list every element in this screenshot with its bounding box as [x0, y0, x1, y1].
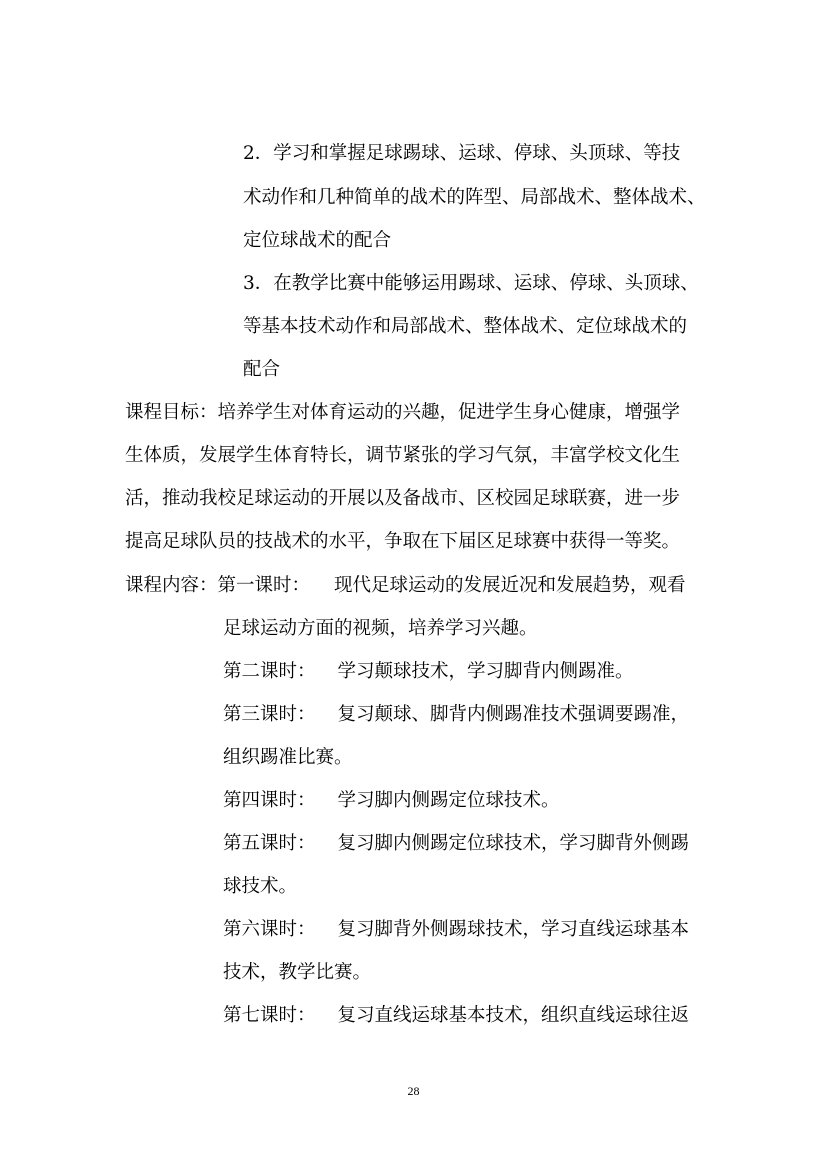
lesson-2-label: 第二课时：	[223, 661, 316, 682]
objective-3-line-2: 等基本技术动作和局部战术、整体战术、定位球战术的	[243, 316, 688, 337]
course-content-heading: 课程内容：	[125, 575, 218, 596]
lesson-6-row	[223, 918, 689, 942]
objective-2-line-3: 定位球战术的配合	[243, 230, 392, 251]
lesson-1-text: 现代足球运动的发展近况和发展趋势，观看	[334, 575, 686, 596]
lesson-6-text: 复习脚背外侧踢球技术，学习直线运球基本	[337, 919, 690, 940]
lesson-4-text: 学习脚内侧踢定位球技术。	[337, 790, 560, 811]
lesson-4-row	[223, 789, 560, 813]
lesson-5-continuation: 球技术。	[223, 876, 298, 897]
lesson-1-continuation: 足球运动方面的视频，培养学习兴趣。	[223, 618, 538, 639]
lesson-2-row	[223, 660, 634, 684]
lesson-7-row	[223, 1004, 689, 1028]
course-goal-line-2: 生体质，发展学生体育特长，调节紧张的学习气氛，丰富学校文化生	[125, 445, 681, 466]
lesson-2-text: 学习颠球技术，学习脚背内侧踢准。	[337, 661, 634, 682]
objective-2-line-1: 2．学习和掌握足球踢球、运球、停球、头顶球、等技	[243, 143, 681, 164]
course-goal-line-1: 课程目标：培养学生对体育运动的兴趣，促进学生身心健康，增强学	[125, 402, 681, 423]
objective-2-line-2: 术动作和几种简单的战术的阵型、局部战术、整体战术、	[243, 187, 706, 208]
lesson-7-label: 第七课时：	[223, 1005, 316, 1026]
lesson-5-label: 第五课时：	[223, 833, 316, 854]
lesson-5-row	[223, 832, 689, 856]
lesson-1-row	[125, 574, 686, 598]
lesson-6-label: 第六课时：	[223, 919, 316, 940]
lesson-4-label: 第四课时：	[223, 790, 316, 811]
lesson-3-label: 第三课时：	[223, 704, 316, 725]
course-goal-line-4: 提高足球队员的技战术的水平，争取在下届区足球赛中获得一等奖。	[125, 531, 681, 552]
lesson-3-text: 复习颠球、脚背内侧踢准技术强调要踢准，	[337, 704, 690, 725]
page-number: 28	[407, 1084, 420, 1098]
objective-3-line-1: 3．在教学比赛中能够运用踢球、运球、停球、头顶球、	[243, 273, 699, 294]
lesson-7-text: 复习直线运球基本技术，组织直线运球往返	[337, 1005, 690, 1026]
objective-3-line-3: 配合	[243, 359, 281, 380]
lesson-5-text: 复习脚内侧踢定位球技术，学习脚背外侧踢	[337, 833, 690, 854]
lesson-3-row	[223, 703, 689, 727]
lesson-6-continuation: 技术，教学比赛。	[223, 962, 372, 983]
lesson-3-continuation: 组织踢准比赛。	[223, 747, 353, 768]
course-goal-line-3: 活，推动我校足球运动的开展以及备战市、区校园足球联赛，进一步	[125, 488, 681, 509]
lesson-1-label: 第一课时：	[217, 575, 311, 596]
